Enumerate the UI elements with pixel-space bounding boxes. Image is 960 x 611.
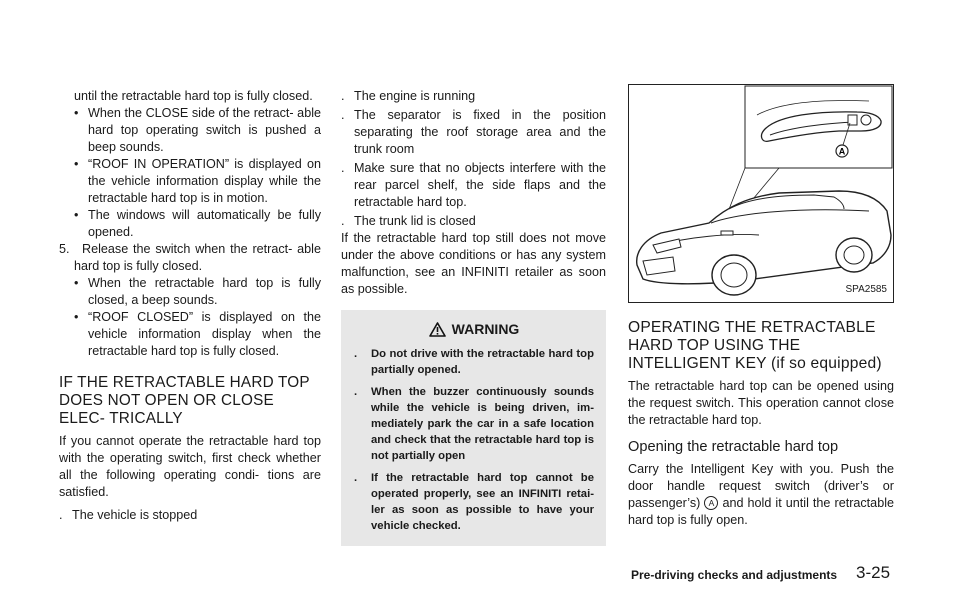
- warning-heading: WARNING: [354, 320, 594, 338]
- bullet-item: . Make sure that no objects interfere with the rear parcel shelf, the side flaps and the retractable hard top.: [341, 161, 606, 209]
- bullet-icon: .: [341, 161, 345, 175]
- column-middle: [341, 88, 606, 546]
- paragraph: Carry the Intelligent Key with you. Push the door handle request switch (driver’s or passenger’s) A and hold it until the retractable hard top is fully open.: [628, 462, 894, 527]
- bullet-item: • “ROOF CLOSED” is displayed on the vehicle information display when the retractable hard top is fully closed.: [74, 310, 321, 358]
- numbered-step: 5. Release the switch when the retract- able hard top is fully closed.: [59, 242, 321, 273]
- subsection-heading: Opening the retractable hard top: [628, 439, 839, 455]
- bullet-icon: •: [74, 310, 79, 324]
- figure-label: SPA2585: [845, 284, 887, 295]
- bullet-item: • When the CLOSE side of the retract- able hard top operating switch is pushed a beep sounds.: [74, 106, 321, 154]
- bullet-icon: •: [74, 276, 79, 290]
- bullet-icon: .: [341, 108, 345, 122]
- car-illustration: [628, 84, 894, 303]
- warning-icon: [429, 322, 446, 337]
- bullet-item: . The trunk lid is closed: [341, 214, 476, 228]
- bullet-icon: .: [341, 89, 345, 103]
- section-heading: IF THE RETRACTABLE HARD TOP DOES NOT OPEN OR CLOSE ELEC- TRICALLY: [59, 374, 310, 427]
- column-left: [59, 88, 321, 524]
- bullet-item: . The vehicle is stopped: [59, 508, 198, 522]
- callout-a-icon: A: [704, 496, 718, 510]
- column-right: [628, 84, 894, 529]
- bullet-icon: .: [354, 472, 358, 484]
- bullet-icon: .: [354, 348, 358, 360]
- warning-item: . Do not drive with the retractable hard top partially opened.: [354, 348, 594, 376]
- bullet-icon: .: [59, 508, 63, 522]
- bullet-item: . The separator is fixed in the position separating the roof storage area and the trunk room: [341, 108, 606, 156]
- paragraph: The retractable hard top can be opened using the request switch. This operation cannot close the retractable hard top.: [628, 379, 894, 427]
- bullet-icon: .: [341, 214, 345, 228]
- footer-section-title: Pre-driving checks and adjustments: [631, 568, 838, 582]
- paragraph: If the retractable hard top still does not move under the above conditions or has any system malfunction, see an INFINITI retailer as soon as possible.: [341, 231, 606, 296]
- continued-text: until the retractable hard top is fully closed.: [74, 89, 313, 103]
- bullet-item: . The engine is running: [341, 89, 476, 103]
- section-heading: OPERATING THE RETRACTABLE HARD TOP USING THE INTELLIGENT KEY (if so equipped): [628, 319, 882, 372]
- bullet-item: • The windows will automatically be fully opened.: [74, 208, 321, 239]
- bullet-item: • When the retractable hard top is fully closed, a beep sounds.: [74, 276, 321, 307]
- bullet-item: • “ROOF IN OPERATION” is displayed on the vehicle information display while the retractable hard top is in motion.: [74, 157, 321, 205]
- car-door-handle-illustration: [629, 85, 893, 302]
- bullet-icon: .: [354, 386, 358, 398]
- bullet-icon: •: [74, 157, 79, 171]
- bullet-icon: •: [74, 106, 79, 120]
- warning-item: . When the buzzer continuously sounds while the vehicle is being driven, im- mediately park the car in a safe location and check that the retractable hard top is not partially open: [354, 386, 594, 462]
- warning-box: [341, 310, 606, 546]
- paragraph: If you cannot operate the retractable hard top with the operating switch, first check whether all the following operating condi- tions are satisfied.: [59, 434, 321, 499]
- warning-item: . If the retractable hard top cannot be operated properly, see an INFINITI retai- ler as soon as possible to have your vehicle checked.: [354, 472, 594, 532]
- bullet-icon: •: [74, 208, 79, 222]
- svg-text:A: A: [838, 146, 846, 157]
- page-number: 3-25: [856, 563, 891, 582]
